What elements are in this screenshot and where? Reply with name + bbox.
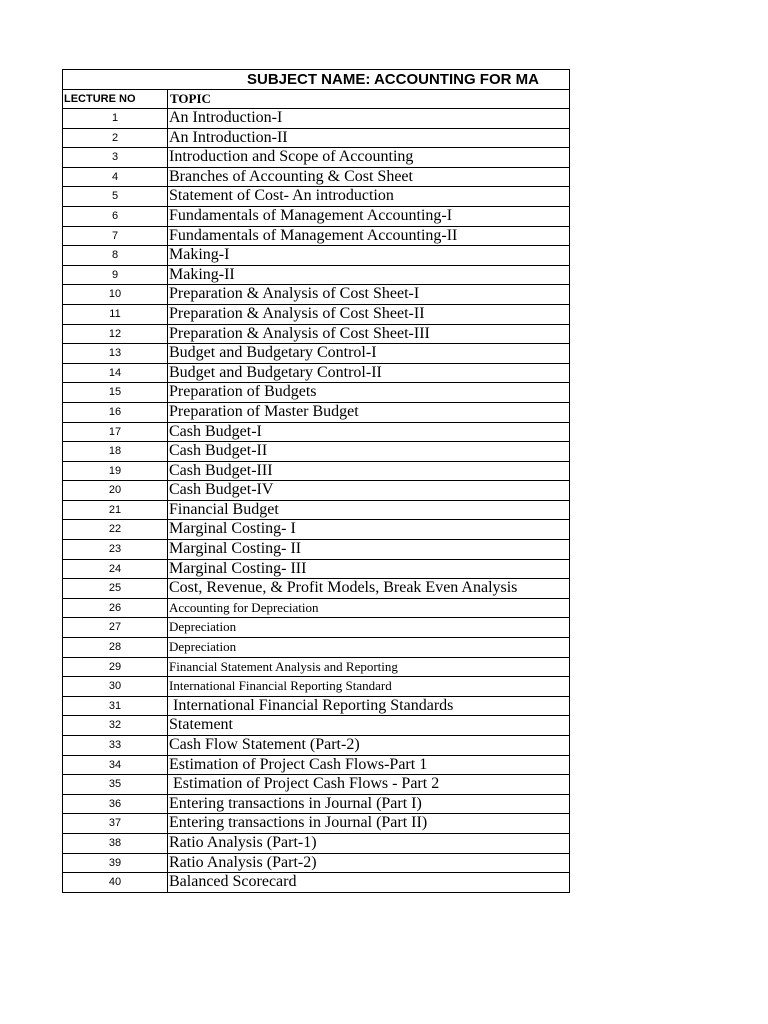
table-row <box>63 677 570 697</box>
lecture-number: 30 <box>63 677 168 697</box>
table-row <box>63 873 570 893</box>
table-row <box>63 833 570 853</box>
lecture-number: 5 <box>63 187 168 207</box>
table-row <box>63 109 570 129</box>
lecture-topic: Financial Statement Analysis and Reporting <box>168 657 570 677</box>
lecture-number: 29 <box>63 657 168 677</box>
lecture-no-header: LECTURE NO <box>63 90 168 109</box>
topic-header: TOPIC <box>168 90 570 109</box>
lecture-topic: Preparation of Budgets <box>168 383 570 403</box>
lecture-number: 35 <box>63 775 168 795</box>
lecture-number: 37 <box>63 814 168 834</box>
lecture-topic: Budget and Budgetary Control-II <box>168 363 570 383</box>
table-row <box>63 696 570 716</box>
table-row <box>63 461 570 481</box>
lecture-topic: Statement of Cost- An introduction <box>168 187 570 207</box>
lecture-topic: Marginal Costing- II <box>168 540 570 560</box>
lecture-number: 23 <box>63 540 168 560</box>
lecture-topic: International Financial Reporting Standards <box>168 696 570 716</box>
table-row <box>63 187 570 207</box>
table-row <box>63 481 570 501</box>
table-row <box>63 814 570 834</box>
lecture-table <box>62 69 570 893</box>
lecture-topic: An Introduction-I <box>168 109 570 129</box>
table-row <box>63 657 570 677</box>
table-row <box>63 442 570 462</box>
lecture-topic: Estimation of Project Cash Flows-Part 1 <box>168 755 570 775</box>
lecture-topic: International Financial Reporting Standard <box>168 677 570 697</box>
table-row <box>63 520 570 540</box>
lecture-number: 22 <box>63 520 168 540</box>
title-row <box>63 70 570 90</box>
table-row <box>63 167 570 187</box>
lecture-topic: Cash Flow Statement (Part-2) <box>168 736 570 756</box>
lecture-number: 14 <box>63 363 168 383</box>
lecture-topic: Ratio Analysis (Part-2) <box>168 853 570 873</box>
lecture-number: 10 <box>63 285 168 305</box>
lecture-number: 3 <box>63 148 168 168</box>
table-row <box>63 540 570 560</box>
lecture-topic: Ratio Analysis (Part-1) <box>168 833 570 853</box>
table-row <box>63 246 570 266</box>
lecture-number: 40 <box>63 873 168 893</box>
table-row <box>63 206 570 226</box>
table-row <box>63 285 570 305</box>
lecture-topic: Accounting for Depreciation <box>168 598 570 618</box>
lecture-topic: Fundamentals of Management Accounting-II <box>168 226 570 246</box>
lecture-topic: Cash Budget-I <box>168 422 570 442</box>
lecture-topic: Budget and Budgetary Control-I <box>168 344 570 364</box>
lecture-number: 7 <box>63 226 168 246</box>
lecture-number: 39 <box>63 853 168 873</box>
lecture-topic: Financial Budget <box>168 500 570 520</box>
lecture-number: 27 <box>63 618 168 638</box>
lecture-number: 32 <box>63 716 168 736</box>
lecture-number: 31 <box>63 696 168 716</box>
table-row <box>63 304 570 324</box>
lecture-number: 36 <box>63 794 168 814</box>
lecture-number: 19 <box>63 461 168 481</box>
table-row <box>63 226 570 246</box>
lecture-topic: Marginal Costing- I <box>168 520 570 540</box>
lecture-number: 18 <box>63 442 168 462</box>
lecture-topic: Depreciation <box>168 638 570 658</box>
lecture-topic: Preparation & Analysis of Cost Sheet-II <box>168 304 570 324</box>
table-row <box>63 128 570 148</box>
table-row <box>63 618 570 638</box>
lecture-topic: Balanced Scorecard <box>168 873 570 893</box>
lecture-number: 13 <box>63 344 168 364</box>
lecture-topic: Cash Budget-III <box>168 461 570 481</box>
table-row <box>63 775 570 795</box>
lecture-topic: Depreciation <box>168 618 570 638</box>
lecture-topic: Cash Budget-II <box>168 442 570 462</box>
table-row <box>63 265 570 285</box>
table-row <box>63 736 570 756</box>
lecture-number: 4 <box>63 167 168 187</box>
lecture-number: 34 <box>63 755 168 775</box>
table-row <box>63 148 570 168</box>
lecture-topic: Estimation of Project Cash Flows - Part 2 <box>168 775 570 795</box>
table-row <box>63 363 570 383</box>
lecture-number: 17 <box>63 422 168 442</box>
lecture-number: 38 <box>63 833 168 853</box>
lecture-number: 33 <box>63 736 168 756</box>
lecture-topic: Entering transactions in Journal (Part I) <box>168 794 570 814</box>
table-row <box>63 638 570 658</box>
lecture-topic: Fundamentals of Management Accounting-I <box>168 206 570 226</box>
header-row <box>63 90 570 109</box>
table-row <box>63 598 570 618</box>
lecture-topic: Cost, Revenue, & Profit Models, Break Even Analysis <box>168 579 570 599</box>
table-row <box>63 559 570 579</box>
lecture-topic: An Introduction-II <box>168 128 570 148</box>
lecture-number: 20 <box>63 481 168 501</box>
lecture-topic: Cash Budget-IV <box>168 481 570 501</box>
lecture-number: 24 <box>63 559 168 579</box>
lecture-topic: Preparation of Master Budget <box>168 402 570 422</box>
lecture-topic: Statement <box>168 716 570 736</box>
table-row <box>63 579 570 599</box>
lecture-number: 9 <box>63 265 168 285</box>
lecture-number: 12 <box>63 324 168 344</box>
table-row <box>63 402 570 422</box>
lecture-number: 2 <box>63 128 168 148</box>
table-row <box>63 383 570 403</box>
lecture-topic: Branches of Accounting & Cost Sheet <box>168 167 570 187</box>
table-row <box>63 716 570 736</box>
subject-title: SUBJECT NAME: ACCOUNTING FOR MA <box>63 70 570 90</box>
lecture-number: 26 <box>63 598 168 618</box>
lecture-topic: Making-I <box>168 246 570 266</box>
table-row <box>63 853 570 873</box>
lecture-topic: Making-II <box>168 265 570 285</box>
table-row <box>63 755 570 775</box>
table-row <box>63 422 570 442</box>
lecture-topic: Preparation & Analysis of Cost Sheet-III <box>168 324 570 344</box>
table-row <box>63 500 570 520</box>
lecture-topic: Preparation & Analysis of Cost Sheet-I <box>168 285 570 305</box>
lecture-number: 1 <box>63 109 168 129</box>
table-row <box>63 794 570 814</box>
lecture-number: 15 <box>63 383 168 403</box>
table-row <box>63 324 570 344</box>
lecture-number: 6 <box>63 206 168 226</box>
table-row <box>63 344 570 364</box>
lecture-number: 21 <box>63 500 168 520</box>
lecture-topic: Entering transactions in Journal (Part II) <box>168 814 570 834</box>
lecture-number: 16 <box>63 402 168 422</box>
lecture-number: 28 <box>63 638 168 658</box>
lecture-topic: Marginal Costing- III <box>168 559 570 579</box>
lecture-number: 8 <box>63 246 168 266</box>
lecture-topic: Introduction and Scope of Accounting <box>168 148 570 168</box>
lecture-number: 11 <box>63 304 168 324</box>
lecture-number: 25 <box>63 579 168 599</box>
